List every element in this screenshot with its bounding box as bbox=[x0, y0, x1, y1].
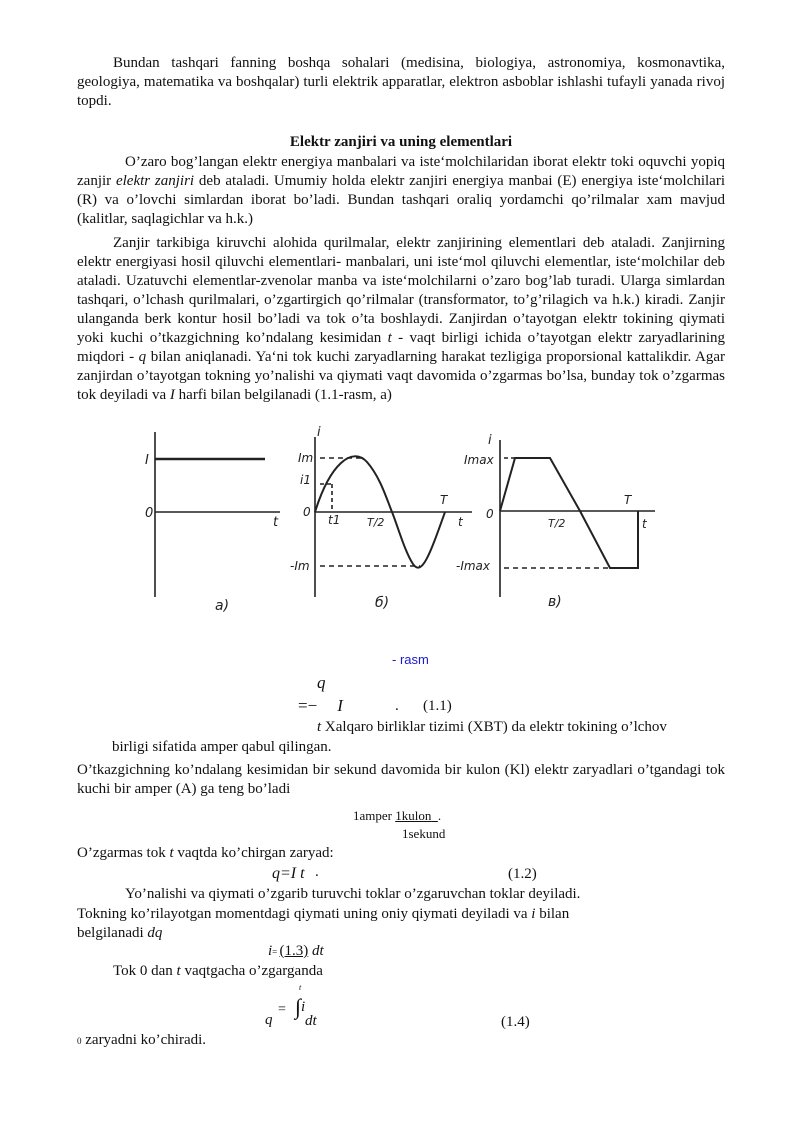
label-T: T bbox=[440, 493, 448, 507]
text-run: bilan bbox=[535, 906, 570, 922]
figure-current-waveforms bbox=[130, 422, 680, 622]
label-i1: i1 bbox=[300, 473, 311, 487]
ampere-definition-paragraph: O’tkazgichning ko’ndalang kesimidan bir sekund davomida bir kulon (Kl) elektr zaryadlari o’tgandagi tok kuchi bir amper (A) ga teng bo’ladi bbox=[77, 762, 725, 797]
symbol-t: t bbox=[176, 963, 181, 979]
symbol-dq: dq bbox=[147, 925, 163, 941]
formula-eq: =− bbox=[298, 696, 318, 715]
text-run: Zanjir tarkibiga kiruvchi alohida qurilmalar, elektr zanjirining elementlari deb ataladi. Zanjirning elektr energiyasi hosil qiluvchi elementlari- manbalari, uni iste‘mol qiluvchi elementlar, iste‘molchilar deb ataladi. Uzatuvchi elementlar-zvenolar manba va iste‘molchilarni o’zaro bog’lab turadi. Ularga simlardan tashqari, o’lchash qurilmalari, o’zgartirgich qo’rilmalar (transformator, to’g’rilagich va h.k.) kiradi. Zanjir ulanganda berk kontur hosil bo’ladi va tok o’ta boshlaydi. Zanjirdan o’tayotgan elektr tokining qiymati yoki kuchi o’tkazgichning ko’ndalang kesimidan bbox=[77, 235, 725, 346]
label-t1: t1 bbox=[328, 513, 341, 527]
ampere-denominator: 1sekund bbox=[402, 826, 446, 841]
formula-1-2-number: (1.2) bbox=[508, 866, 537, 882]
text-run: zaryadni ko’chiradi. bbox=[81, 1032, 207, 1048]
formula-1-2: q=I t bbox=[272, 865, 305, 882]
label-T-half: T/2 bbox=[367, 516, 385, 529]
circuit-elements-paragraph bbox=[77, 234, 725, 405]
last-line bbox=[77, 1032, 206, 1049]
graph-b-sinusoidal-current bbox=[290, 425, 472, 611]
text-run: vaqtgacha o’zgarganda bbox=[180, 963, 323, 979]
symbol-i: i bbox=[531, 906, 536, 922]
ampere-equation bbox=[353, 808, 441, 824]
label-Im: Im bbox=[298, 451, 314, 465]
integral-upper-limit: t bbox=[299, 983, 302, 992]
formula-var-t: t bbox=[317, 719, 322, 735]
xbt-line bbox=[317, 719, 667, 736]
formula-1-4-number: (1.4) bbox=[501, 1014, 530, 1030]
formula-1-1-number: (1.1) bbox=[423, 698, 452, 714]
formula-var-I: I bbox=[337, 696, 343, 715]
formula-1-1-main bbox=[298, 696, 343, 716]
text-run: - vaqt birligi ichida o’tayotgan elektr zaryadlarining miqdori - bbox=[77, 330, 726, 365]
section-heading bbox=[77, 134, 725, 151]
label-zero: 0 bbox=[145, 506, 154, 521]
instant-value-line bbox=[77, 906, 569, 923]
figure-caption: - rasm bbox=[392, 652, 429, 667]
graph-a-dc-current bbox=[145, 432, 280, 614]
term-electric-circuit: elektr zanjiri bbox=[115, 173, 195, 189]
graph-c-trapezoidal-current bbox=[456, 433, 655, 610]
formula-1-4-eq: = bbox=[278, 1002, 286, 1017]
formula-var-q: q bbox=[317, 673, 326, 692]
section-title: Elektr zanjiri va uning elementlari bbox=[289, 134, 513, 150]
label-Imax: Imax bbox=[464, 453, 494, 467]
ampere-numerator: 1kulon bbox=[395, 808, 432, 823]
formula-1-3 bbox=[268, 943, 324, 960]
label-b: б) bbox=[375, 595, 390, 611]
integral-lower-limit: 0 bbox=[77, 1036, 82, 1046]
label-I: I bbox=[145, 453, 149, 468]
formula-1-4-dt: dt bbox=[305, 1013, 317, 1029]
text-run: vaqtda ko’chirgan zaryad: bbox=[173, 845, 334, 861]
label-i: i bbox=[317, 425, 321, 440]
label-T: T bbox=[624, 493, 632, 507]
symbol-t: t bbox=[169, 845, 174, 861]
label-c: в) bbox=[548, 594, 562, 610]
formula-1-4-q: q bbox=[265, 1012, 273, 1028]
text-run: harfi bilan belgilanadi (1.1-rasm, a) bbox=[174, 387, 392, 403]
label-T-half: T/2 bbox=[548, 517, 566, 530]
text-run: belgilanadi bbox=[77, 925, 148, 941]
label-negImax: -Imax bbox=[456, 559, 491, 573]
label-zero: 0 bbox=[486, 507, 494, 521]
ampere-dot: . bbox=[437, 808, 442, 823]
formula-eq: = bbox=[272, 947, 280, 957]
label-zero: 0 bbox=[303, 505, 311, 519]
formula-var-i: i bbox=[268, 943, 273, 959]
formula-1-1-q bbox=[317, 673, 326, 693]
from-zero-line bbox=[113, 963, 323, 980]
formula-1-1-dot: . bbox=[395, 698, 399, 714]
symbol-q: q bbox=[138, 349, 147, 365]
label-a: a) bbox=[215, 598, 230, 614]
label-i: i bbox=[488, 433, 492, 448]
text-run: Tok 0 dan bbox=[113, 963, 177, 979]
ampere-left: 1amper bbox=[353, 808, 396, 823]
label-t: t bbox=[458, 515, 463, 529]
symbol-I: I bbox=[169, 387, 175, 403]
text-run: O’zgarmas tok bbox=[77, 845, 170, 861]
denoted-line bbox=[77, 925, 162, 942]
label-t: t bbox=[273, 515, 279, 530]
formula-1-4-i: i bbox=[301, 999, 306, 1015]
label-negIm: -Im bbox=[290, 559, 310, 573]
circuit-definition-paragraph bbox=[77, 153, 725, 229]
formula-1-3-number: (1.3) bbox=[279, 943, 309, 959]
text-run: Tokning ko’rilayotgan momentdagi qiymati uning oniy qiymati deyiladi va bbox=[77, 906, 532, 922]
symbol-t: t bbox=[387, 330, 392, 346]
text-run: deb ataladi. Umumiy holda elektr zanjiri energiya manbai (E) energiya iste‘molchilari (R) va o’lovchi simlardan iborat bo’ladi. Bundan tashqari oraliq yordamchi qo’rilmalar xam mavjud (kalitlar, saqlagichlar va h.k.) bbox=[77, 173, 726, 227]
text-run: bilan aniqlanadi. Ya‘ni tok kuchi zaryadlarning harakat tezligiga proporsional kattalikdir. Agar zanjirdan o’tayotgan tokning yo’nalishi va qiymati vaqt davomida o’zgarmas bo’lsa, bunday tok o’zgarmas tok deyiladi va bbox=[77, 349, 725, 403]
formula-1-2-dot: . bbox=[315, 864, 319, 880]
integral-sign: ∫ bbox=[295, 994, 302, 1019]
intro-paragraph: Bundan tashqari fanning boshqa sohalari (medisina, biologiya, astronomiya, kosmonavtika, geologiya, matematika va boshqalar) turli elektrik apparatlar, elektron asboblar ishlashi tufayli yanada rivoj topdi. bbox=[77, 55, 725, 109]
unit-line: birligi sifatida amper qabul qilingan. bbox=[112, 739, 332, 755]
text-run: Xalqaro birliklar tizimi (XBT) da elektr tokining o’lchov bbox=[321, 719, 667, 735]
trapezoid-curve bbox=[500, 458, 638, 568]
charge-line bbox=[77, 845, 334, 862]
formula-var-dt: dt bbox=[312, 943, 324, 959]
label-t: t bbox=[642, 517, 647, 531]
text-run: O’zaro bog’langan elektr energiya manbalari va iste‘molchilaridan iborat elektr toki oquvchi yopiq zanjir bbox=[77, 154, 725, 189]
variable-current-line: Yo’nalishi va qiymati o’zgarib turuvchi toklar o’zgaruvchan toklar deyiladi. bbox=[125, 886, 581, 902]
